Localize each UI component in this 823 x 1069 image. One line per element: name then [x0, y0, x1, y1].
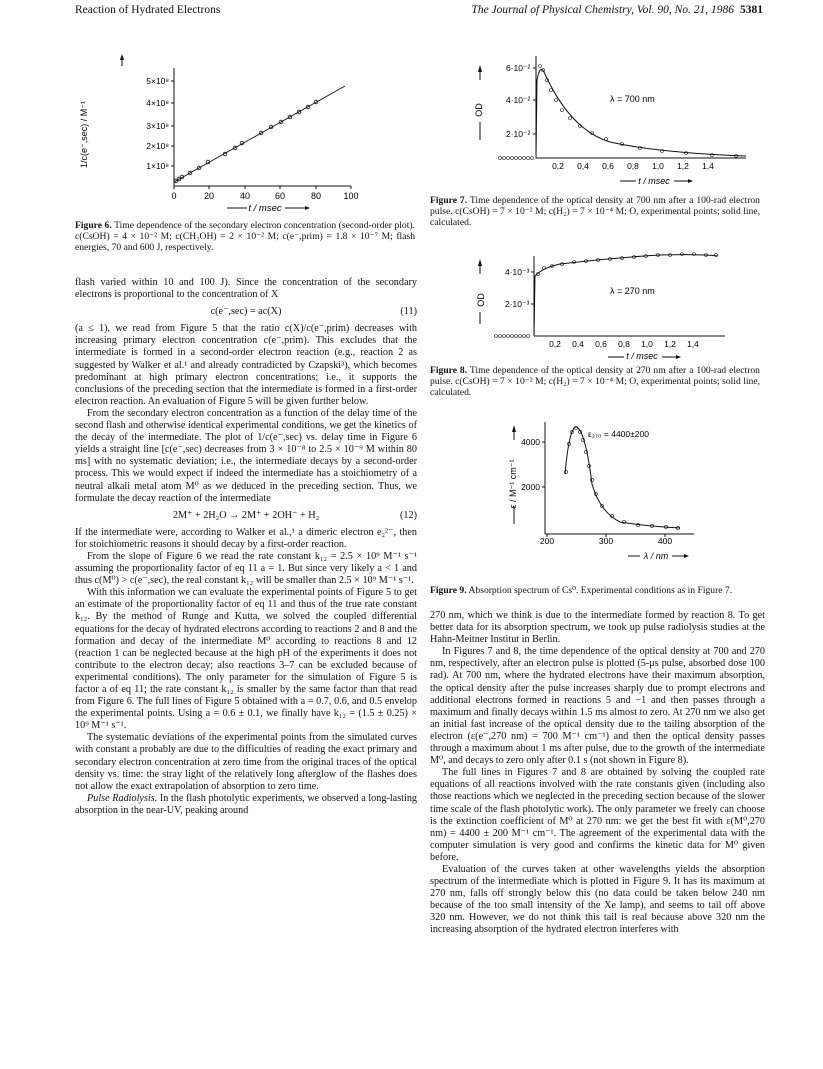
figure-7-xtick: 1,4 [702, 161, 714, 171]
figure-7-plot [430, 50, 760, 190]
paragraph: flash varied within 10 and 100 J). Since the concentration of the secondary electrons is proportional to the concentration of X [75, 277, 417, 301]
figure-8-ytick: 2·10⁻³ [505, 299, 530, 309]
figure-6-ytick: 2×10⁸ [146, 141, 169, 151]
figure-8-points [495, 253, 718, 338]
figure-9-xtick: 200 [539, 536, 555, 546]
paragraph: 270 nm, which we think is due to the intermediate formed by reaction 8. To get better data for its absorption spectrum, we took up pulse radiolysis studies at the Hahn-Meitner Institut in Berlin. [430, 610, 765, 646]
figure-8-xlabel [608, 351, 681, 360]
paragraph: (a ≤ 1), we read from Figure 5 that the ratio c(X)/c(e⁻,prim) decreases with increasing primary electron concentration c(e⁻,prim). This excludes that the intermediate is formed in a second-order electron reaction (e.g., reaction 2 as suggested by Walker et al.¹ and already contradicted by Czapski³), which becomes predominant at high primary electron concentrations; i.e., it supports the conclusions of the preceding section that the intermediate is formed in a first-order electron reaction. An evaluation of Figure 5 will be given further below. [75, 323, 417, 407]
figure-9-xlabel [628, 551, 689, 561]
figure-8-annotation: λ = 270 nm [610, 286, 655, 296]
equation-11: c(e⁻,sec) = ac(X) (11) [210, 306, 417, 318]
figure-7-xtick: 0,2 [552, 161, 564, 171]
paragraph: The full lines in Figures 7 and 8 are obtained by solving the coupled rate equations of all reactions involved with the rate constants given (including also those reactions which we neglected in the preceding section because of the slower time scale of the flash photolytic work). The only parameter we freely can choose is the extinction coefficient of M⁰ at 270 nm: we get the best fit with ε(M⁰,270 nm) = 4400 ± 200 M⁻¹ cm⁻¹. The agreement of the experimental data with the computer simulation is very good and confirms the kinetic data for M⁰ given before. [430, 767, 765, 863]
figure-8-plot [430, 240, 760, 360]
figure-7-ylabel: OD [474, 103, 484, 117]
figure-8-xtick: 0,4 [572, 339, 584, 349]
svg-text:t / msec: t / msec [626, 351, 658, 360]
figure-9-caption: Figure 9. Absorption spectrum of Cs⁰. Experimental conditions as in Figure 7. [430, 585, 733, 596]
figure-8 [430, 240, 760, 398]
figure-7-xtick: 0,6 [602, 161, 614, 171]
journal-name: The Journal of Physical Chemistry, Vol. 90, No. 21, 1986 [471, 4, 734, 16]
figure-6-xtick: 100 [343, 191, 359, 201]
figure-6-xtick: 60 [274, 191, 286, 201]
left-column [75, 277, 417, 817]
figure-9-xtick: 300 [598, 536, 614, 546]
figure-7-xlabel [620, 176, 693, 186]
figure-7 [430, 50, 760, 228]
figure-9-ytick: 4000 [521, 437, 540, 447]
svg-text:λ / nm: λ / nm [643, 551, 669, 561]
figure-7-ytick: 2·10⁻² [506, 129, 531, 139]
figure-8-xtick: 1,4 [687, 339, 699, 349]
figure-7-annotation: λ = 700 nm [610, 94, 655, 104]
figure-9-points [564, 426, 679, 529]
paragraph: If the intermediate were, according to Walker et al.,¹ a dimeric electron e₂²⁻, then for stoichiometric reasons it should decay by a first-order reaction. [75, 526, 417, 550]
figure-6-ytick: 1×10⁸ [146, 161, 169, 171]
paragraph: In Figures 7 and 8, the time dependence of the optical density at 700 and 270 nm, respectively, after an electron pulse is plotted (5-μs pulse, absorbed dose 100 rad). At 700 nm, where the hydrated electrons have their maximum absorption, the optical density after the pulse increases sharply due to prompt electrons and additional electrons formed in reactions 5 and −1 and then passes through a maximum and finally decays within 1.5 ms almost to zero. At 270 nm we also get an initial fast increase of the optical density due to the tailing absorption of the electron (ε(e⁻,270 nm) = 700 M⁻¹ cm⁻¹) and then the optical density passes through a maximum about 1 ms after pulse, due to the growth of the intermediate M⁰, and decays to zero only after 0.1 s (not shown in Figure 8). [430, 646, 765, 767]
figure-9-curve [565, 427, 680, 528]
figure-6-ytick: 5×10⁸ [146, 76, 169, 86]
figure-7-xtick: 0,4 [577, 161, 589, 171]
figure-7-curve [536, 69, 746, 158]
paragraph: The systematic deviations of the experimental points from the simulated curves with constant a probably are due to the difficulties of reading the exact primary and secondary electron concentration at zero time from the original traces of the optical density vs. time: the stray light of the relatively long afterglow of the flashes does not allow the exact extrapolation of absorption to zero time. [75, 732, 417, 792]
figure-8-xtick: 1,0 [641, 339, 653, 349]
figure-9 [430, 414, 760, 596]
figure-9-ytick: 2000 [521, 482, 540, 492]
equation-12: 2M⁺ + 2H₂O → 2M⁺ + 2OH⁻ + H₂ (12) [172, 509, 417, 521]
figure-6-plot [75, 48, 415, 213]
figure-9-annotation: ε₂₇₀ = 4400±200 [588, 429, 649, 439]
figure-8-xtick: 0,6 [595, 339, 607, 349]
page-number: 5381 [740, 4, 763, 16]
figure-6 [75, 48, 415, 263]
figure-9-ylabel: ε / M⁻¹ cm⁻¹ [508, 459, 518, 509]
figure-7-xtick: 1,0 [652, 161, 664, 171]
paragraph: From the secondary electron concentration as a function of the delay time of the second flash and otherwise identical experimental conditions, we get the kinetics of the decay of the intermediate. The plot of 1/c(e⁻,sec) vs. delay time in Figure 6 yields a straight line [c(e⁻,sec) decreases from 3 × 10⁻⁸ to 2.5 × 10⁻⁹ M within 80 ms] with no systematic deviation; i.e., the intermediate decays by a second-order process. This we would expect if indeed the intermediate has a stoichiometry of a neutral alkali metal atom M⁰ as we deduced in the preceding section. Thus, we formulate the decay reaction of the intermediate [75, 407, 417, 504]
figure-6-xlabel [227, 203, 310, 213]
figure-7-points [499, 65, 738, 160]
right-column [430, 610, 765, 937]
figure-6-xtick: 80 [310, 191, 322, 201]
paragraph: From the slope of Figure 6 we read the rate constant k₁₂ = 2.5 × 10⁹ M⁻¹ s⁻¹ assuming the proportionality factor of eq 11 a = 1. But since very likely a < 1 and thus c(M⁰) > c(e⁻,sec), the real constant k₁₂ will be smaller than 2.5 × 10⁹ M⁻¹ s⁻¹. [75, 550, 417, 587]
paragraph: Pulse Radiolysis. In the flash photolytic experiments, we observed a long-lasting absorption in the near-UV, peaking around [75, 792, 418, 816]
journal-citation [471, 4, 763, 16]
svg-text:t / msec: t / msec [638, 176, 670, 186]
svg-text:t / msec: t / msec [248, 203, 282, 213]
figure-8-xtick: 1,2 [664, 339, 676, 349]
figure-7-ytick: 4·10⁻² [506, 95, 531, 105]
figure-6-xtick: 20 [203, 191, 215, 201]
figure-9-plot [430, 414, 760, 566]
figure-7-xtick: 1,2 [677, 161, 689, 171]
figure-8-xtick: 0,8 [618, 339, 630, 349]
figure-6-xtick: 40 [239, 191, 251, 201]
paragraph: With this information we can evaluate the experimental points of Figure 5 to get an estimate of the proportionality factor of eq 11 and thus of the true rate constant k₁₂. By the method of Runge and Kutta, we solved the coupled differential equations for the decay of hydrated electrons according to reactions 2 and 8 and the formation and decay of the intermediate M⁰ according to reactions 8 and 12 (reaction 1 can be neglected because at the high pH of the experiments it does not contribute to the electron decay; also reactions 3–7 can be excluded because of experimental conditions). The only parameter for the simulation of Figure 5 is factor a of eq 11; the rate constant k₁₂ is smaller by the same factor than that read from Figure 6. The full lines of Figure 5 obtained with a = 0.7, 0.6, and 0.5 envelop the experimental points. Using a = 0.6 ± 0.1, we finally have k₁₂ = (1.5 ± 0.25) × 10⁹ M⁻¹ s⁻¹. [75, 587, 417, 732]
figure-8-ytick: 4·10⁻³ [505, 267, 530, 277]
figure-6-ytick: 4×10⁸ [146, 98, 169, 108]
figure-9-xtick: 400 [657, 536, 673, 546]
section-heading: Pulse Radiolysis. [87, 792, 158, 804]
figure-7-xtick: 0,8 [627, 161, 639, 171]
running-title: Reaction of Hydrated Electrons [75, 4, 221, 16]
figure-7-ytick: 6·10⁻² [506, 63, 531, 73]
figure-6-ytick: 3×10⁸ [146, 121, 169, 131]
figure-7-caption: Figure 7. Time dependence of the optical density at 700 nm after a 100-rad electron pulse. c(CsOH) = 7 × 10⁻² M; c(H₂) = 7 × 10⁻⁴ M; O, experimental points; solid line, calculated. [430, 195, 760, 228]
figure-8-ylabel: OD [476, 293, 486, 307]
figure-6-caption: Figure 6. Time dependence of the secondary electron concentration (second-order plot). c(CsOH) = 4 × 10⁻² M; c(CH₃OH) = 2 × 10⁻² M; c(e⁻,prim) = 1.8 × 10⁻⁷ M; flash energies, 70 and 600 J, respectively. [75, 220, 415, 253]
paragraph: Evaluation of the curves taken at other wavelengths yields the absorption spectrum of the intermediate which is plotted in Figure 9. It has its maximum at 270 nm, falls off strongly below this (no data could be taken below 240 nm because of the too small intensity of the Xe lamp), and seems to tail off above 320 nm. However, we do not think this tail is real because above 320 nm the increasing absorption of the hydrated electron interferes with [430, 863, 765, 936]
figure-8-caption: Figure 8. Time dependence of the optical density at 270 nm after a 100-rad electron pulse. c(CsOH) = 7 × 10⁻² M; c(H₂) = 7 × 10⁻⁴ M; O, experimental points; solid line, calculated. [430, 365, 760, 398]
figure-8-xtick: 0,2 [549, 339, 561, 349]
figure-6-ylabel: 1/c(e⁻,sec) / M⁻¹ [79, 100, 89, 168]
figure-6-xtick: 0 [171, 191, 177, 201]
